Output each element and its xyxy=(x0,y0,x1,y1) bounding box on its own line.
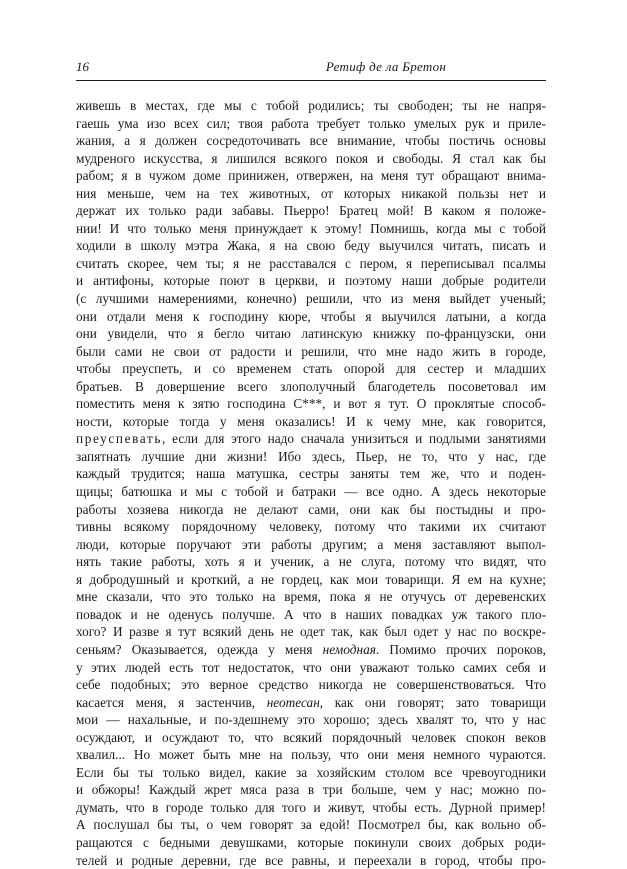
text-line xyxy=(76,729,546,747)
text-segment: . Помимо прочих пороков, xyxy=(375,641,546,657)
text-segment: тивны всякому порядочному человеку, потому что такими их считают xyxy=(76,519,546,535)
text-segment: и обжоры! Каждый жрет мяса раза в три больше, чем у нас; можно по- xyxy=(76,782,546,798)
text-line xyxy=(76,167,546,185)
text-segment: повадок и не оденусь получше. А что в наших повадках уж такого пло- xyxy=(76,606,546,622)
text-line xyxy=(76,325,546,343)
spaced-word: преуспевать xyxy=(76,431,163,447)
text-segment: братьев. В довершение всего злополучный благодетель посоветовал им xyxy=(76,378,546,394)
text-line xyxy=(76,360,546,378)
text-segment: себе подобных; это верное средство никогда не совершенствоваться. Что xyxy=(76,677,546,693)
text-segment: гаешь ума изо всех сил; твоя работа требует только умелых рук и приле- xyxy=(76,115,546,131)
text-line xyxy=(76,97,546,115)
text-segment: жания, а я должен сосредоточивать все внимание, чтобы постичь основы xyxy=(76,133,546,149)
text-line xyxy=(76,465,546,483)
text-line xyxy=(76,255,546,273)
text-line xyxy=(76,290,546,308)
text-segment: щицы; батюшка и мы с тобой и батраки — все одно. А здесь некоторые xyxy=(76,484,546,500)
text-line xyxy=(76,483,546,501)
text-segment: работы хозяева никогда не делают сами, они как бы постыдны и про- xyxy=(76,501,546,517)
text-segment: ходили в школу мэтра Жака, я на свою беду выучился читать, писать и xyxy=(76,238,546,254)
text-segment: были сами не свои от радости и решили, что мне надо жить в городе, xyxy=(76,343,546,359)
text-segment: нять такие работы, хоть я и ученик, а не слуга, потому что видят, что xyxy=(76,554,546,570)
text-line xyxy=(76,764,546,782)
header-rule xyxy=(76,80,546,81)
text-segment: осуждают, и осуждают то, что всякий порядочный человек спокон веков xyxy=(76,729,546,745)
page-header xyxy=(76,59,546,79)
text-line xyxy=(76,606,546,624)
running-head: Ретиф де ла Бретон xyxy=(325,59,447,74)
text-segment: держат их только ради забавы. Пьерро! Братец мой! В каком я положе- xyxy=(76,203,546,219)
text-segment: хого? И разве я тут всякий день не одет так, как был одет у нас по воскре- xyxy=(76,624,546,640)
text-line xyxy=(76,571,546,589)
text-segment: они увидели, что я бегло читаю латинскую книжку по-французски, они xyxy=(76,326,546,342)
text-line xyxy=(76,781,546,799)
text-segment: касается меня, я застенчив, xyxy=(76,694,267,710)
text-line xyxy=(76,501,546,519)
text-line xyxy=(76,553,546,571)
text-segment: (с лучшими намерениями, конечно) решили, что из меня выйдет ученый; xyxy=(76,291,546,307)
text-line xyxy=(76,711,546,729)
text-segment: Если бы ты только видел, какие за хозяйским столом все чревоугодники xyxy=(76,764,546,780)
text-segment: они отдали меня к господину кюре, чтобы я выучился латыни, а когда xyxy=(76,308,546,324)
text-line xyxy=(76,623,546,641)
text-line xyxy=(76,272,546,290)
text-segment: запятнать лучшие дни жизни! Ибо здесь, Пьер, не то, что у нас, где xyxy=(76,448,546,464)
text-segment: считать скорее, чем ты; я не расставался с пером, я переписывал псалмы xyxy=(76,255,546,271)
text-line xyxy=(76,395,546,413)
text-segment: телей и родные деревни, где все равны, и переехали в город, чтобы про- xyxy=(76,852,546,868)
text-line xyxy=(76,816,546,834)
text-segment: каждый трудится; наша матушка, сестры заняты тем же, что и поден- xyxy=(76,466,546,482)
text-line xyxy=(76,237,546,255)
text-segment: рабом; я в чужом доме принижен, отвержен, на меня тут обращают внима- xyxy=(76,168,546,184)
text-line xyxy=(76,676,546,694)
text-segment: у этих людей есть тот недостаток, что они уважают только самих себя и xyxy=(76,659,546,675)
text-line xyxy=(76,641,546,659)
text-line xyxy=(76,308,546,326)
text-line xyxy=(76,185,546,203)
text-line xyxy=(76,852,546,869)
text-segment: мудреного искусства, я лишился всякого покоя и свободы. Я стал как бы xyxy=(76,150,546,166)
text-segment: поместить меня к зятю господина С***, и вот я тут. О проклятые способ- xyxy=(76,396,546,412)
text-line xyxy=(76,132,546,150)
text-segment: мне сказали, что это только на время, пока я не отучусь от деревенских xyxy=(76,589,546,605)
text-segment: хвалил... Но может быть мне на пользу, что они меня немного чураются. xyxy=(76,747,546,763)
text-line xyxy=(76,799,546,817)
text-segment: думать, что в городе только для того и живут, чтобы есть. Дурной пример! xyxy=(76,799,546,815)
text-line xyxy=(76,413,546,431)
text-segment: и антифоны, которые поют в церкви, и поэтому наши добрые родители xyxy=(76,273,546,289)
text-line xyxy=(76,834,546,852)
text-line xyxy=(76,518,546,536)
text-line xyxy=(76,150,546,168)
text-line xyxy=(76,378,546,396)
text-segment: люди, которые поручают эти работы другим; а меня заставляют выпол- xyxy=(76,536,546,552)
text-segment: нии! И что только меня принуждает к этому! Помнишь, когда мы с тобой xyxy=(76,220,546,236)
text-segment: мои — нахальные, и по-здешнему это хорошо; здесь хвалят то, что у нас xyxy=(76,712,546,728)
text-line xyxy=(76,430,546,448)
text-line xyxy=(76,659,546,677)
text-segment: А послушал бы ты, о чем говорят за едой! Посмотрел бы, как вольно об- xyxy=(76,817,546,833)
text-segment: сеньям? Оказывается, одежда у меня xyxy=(76,641,323,657)
text-segment: живешь в местах, где мы с тобой родились; ты свободен; ты не напря- xyxy=(76,98,546,113)
text-line xyxy=(76,202,546,220)
italic-word: немодная xyxy=(322,641,376,657)
italic-word: неотесан xyxy=(266,694,320,710)
text-line xyxy=(76,448,546,466)
text-segment: ращаются с бедными девушками, которые покинули своих добрых роди- xyxy=(76,834,546,850)
text-segment: , если для этого надо сначала унизиться и подлыми занятиями xyxy=(162,431,546,447)
text-line xyxy=(76,343,546,361)
text-segment: я добродушный и кроткий, а не гордец, как мои товарищи. Я ем на кухне; xyxy=(76,571,546,587)
text-line xyxy=(76,588,546,606)
text-segment: ния меньше, чем на тех животных, от которых никакой пользы нет и xyxy=(76,185,546,201)
body-text xyxy=(76,97,546,869)
text-line xyxy=(76,536,546,554)
text-line xyxy=(76,220,546,238)
text-segment: ности, которые тогда у меня оказались! И к чему мне, как говорится, xyxy=(76,413,546,429)
text-line xyxy=(76,694,546,712)
text-segment: чтобы преуспеть, и со временем стать опорой для сестер и младших xyxy=(76,361,546,377)
page-number: 16 xyxy=(76,59,89,74)
text-line xyxy=(76,115,546,133)
text-segment: , как они говорят; зато товарищи xyxy=(319,694,546,710)
text-line xyxy=(76,746,546,764)
